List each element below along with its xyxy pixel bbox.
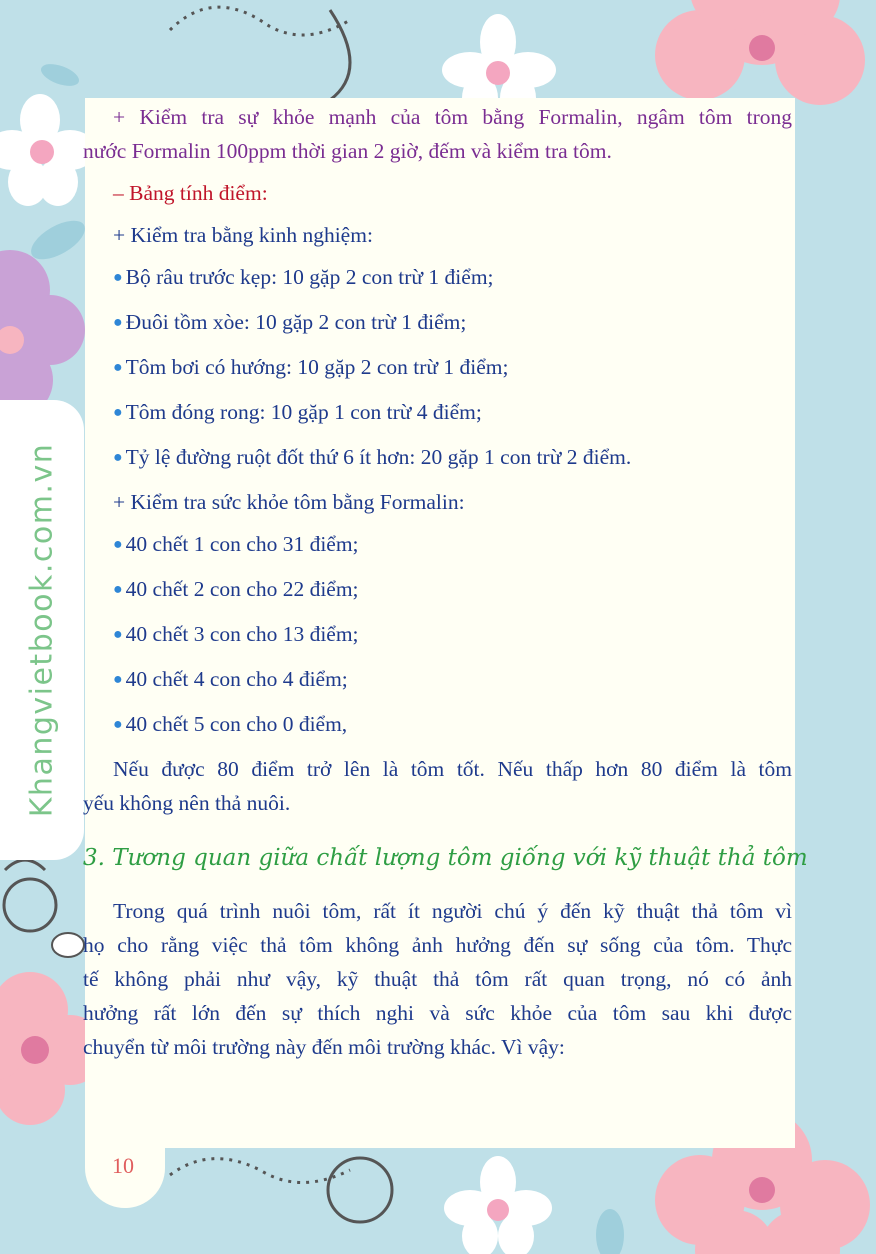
list-item: ● 40 chết 1 con cho 31 điểm; [113, 532, 359, 556]
list-item: ● 40 chết 5 con cho 0 điểm, [113, 712, 348, 736]
bullet-icon: ● [113, 404, 123, 421]
list-item: ● Đuôi tồm xòe: 10 gặp 2 con trừ 1 điểm; [113, 310, 467, 334]
publisher-watermark: Khangvietbook.com.vn [24, 442, 60, 818]
list-item: ● Tôm đóng rong: 10 gặp 1 con trừ 4 điểm; [113, 400, 482, 424]
bullet-icon: ● [113, 314, 123, 331]
formalin-check-title: + Kiểm tra sức khỏe tôm bằng Formalin: [113, 490, 465, 514]
list-item: ● 40 chết 3 con cho 13 điểm; [113, 622, 359, 646]
bullet-icon: ● [113, 449, 123, 466]
section-paragraph-line: Trong quá trình nuôi tôm, rất ít người chú ý đến kỹ thuật thả tôm vì [113, 899, 792, 923]
list-item: ● Tỷ lệ đường ruột đốt thứ 6 ít hơn: 20 gặp 1 con trừ 2 điểm. [113, 445, 632, 469]
section-paragraph-line: hưởng rất lớn đến sự thích nghi và sức khỏe của tôm sau khi được [83, 1001, 792, 1025]
list-item: ● Tôm bơi có hướng: 10 gặp 2 con trừ 1 điểm; [113, 355, 509, 379]
list-item: ● Bộ râu trước kẹp: 10 gặp 2 con trừ 1 điểm; [113, 265, 494, 289]
conclusion-line1: Nếu được 80 điểm trở lên là tôm tốt. Nếu thấp hơn 80 điểm là tôm [113, 757, 792, 781]
paragraph1-line2: nước Formalin 100ppm thời gian 2 giờ, đếm và kiểm tra tôm. [83, 139, 612, 163]
score-table-title: – Bảng tính điểm: [113, 181, 268, 205]
bullet-icon: ● [113, 716, 123, 733]
section-paragraph-line: chuyển từ môi trường này đến môi trường khác. Vì vậy: [83, 1035, 565, 1059]
bullet-icon: ● [113, 581, 123, 598]
conclusion-line2: yếu không nên thả nuôi. [83, 791, 291, 815]
list-item: ● 40 chết 2 con cho 22 điểm; [113, 577, 359, 601]
list-item: ● 40 chết 4 con cho 4 điểm; [113, 667, 348, 691]
section-paragraph-line: họ cho rằng việc thả tôm không ảnh hưởng đến sự sống của tôm. Thực [83, 933, 792, 957]
bullet-icon: ● [113, 269, 123, 286]
bullet-icon: ● [113, 359, 123, 376]
bullet-icon: ● [113, 536, 123, 553]
section-paragraph [83, 894, 792, 1064]
section-heading: 3. Tương quan giữa chất lượng tôm giống với kỹ thuật thả tôm [83, 845, 808, 871]
section-paragraph-line: tế không phải như vậy, kỹ thuật thả tôm rất quan trọng, nó có ảnh [83, 967, 792, 991]
bullet-icon: ● [113, 626, 123, 643]
bullet-icon: ● [113, 671, 123, 688]
page-number: 10 [112, 1153, 134, 1178]
page-content [83, 100, 792, 820]
paragraph1-line1: + Kiểm tra sự khỏe mạnh của tôm bằng Formalin, ngâm tôm trong [113, 105, 792, 129]
experience-check-title: + Kiểm tra bằng kinh nghiệm: [113, 223, 373, 247]
